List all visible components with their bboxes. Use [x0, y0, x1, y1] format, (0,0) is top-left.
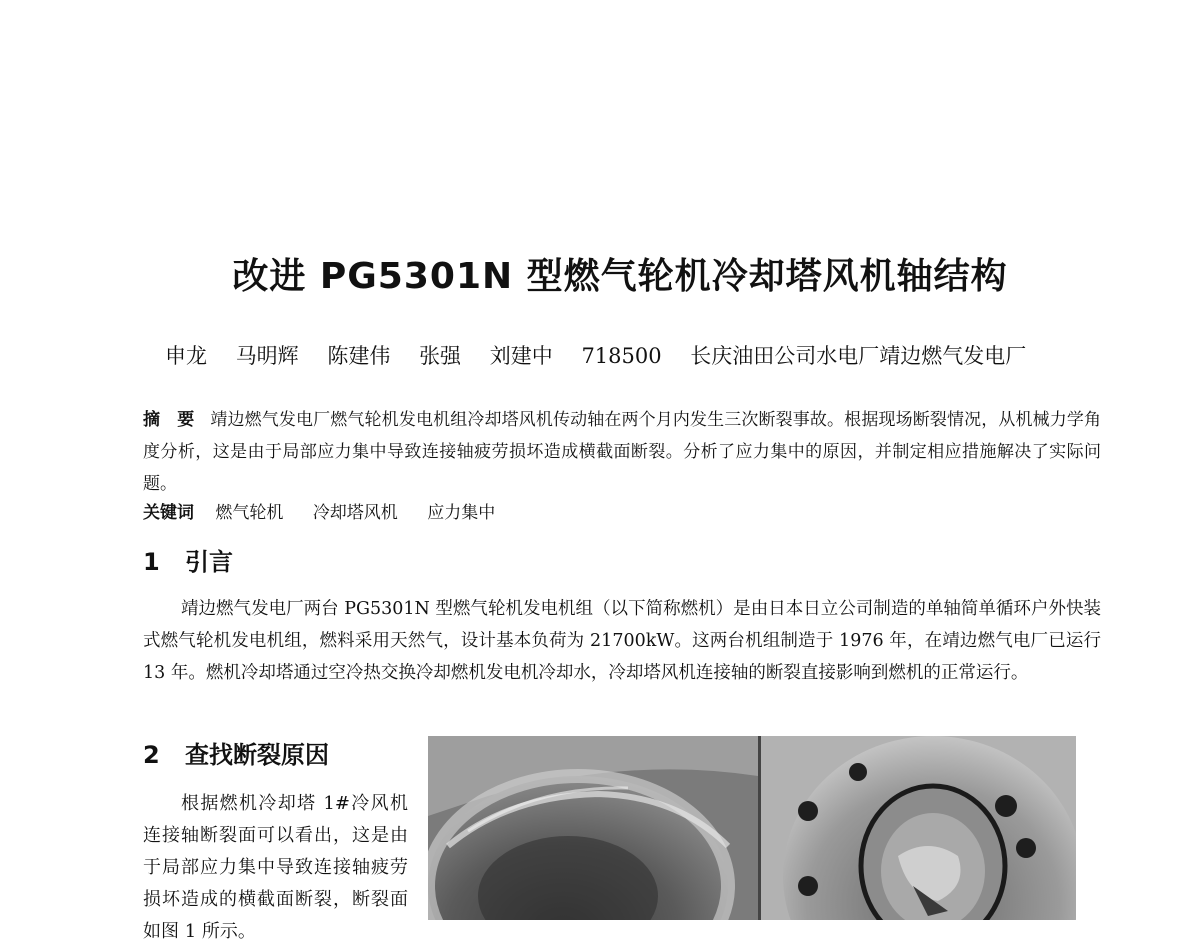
- keywords-label: 关键词: [143, 503, 194, 523]
- author-name: 马明辉: [235, 344, 299, 368]
- section-heading: [143, 735, 329, 770]
- paper-title: 改进 PG5301N 型燃气轮机冷却塔风机轴结构: [232, 256, 1008, 297]
- affiliation: 长庆油田公司水电厂靖边燃气发电厂: [690, 344, 1027, 368]
- author-name: 陈建伟: [327, 344, 391, 368]
- fracture-photo: [428, 736, 1076, 920]
- keyword: 冷却塔风机: [312, 503, 398, 523]
- section-number: 2: [143, 741, 160, 769]
- section-number: 1: [143, 548, 160, 576]
- abstract-label: 摘 要: [143, 410, 195, 430]
- author-line: [165, 340, 1026, 370]
- section-title: 引言: [185, 548, 233, 576]
- postcode: 718500: [581, 344, 662, 368]
- section-paragraph: 根据燃机冷却塔 1#冷风机连接轴断裂面可以看出，这是由于局部应力集中导致连接轴疲劳损坏造成的横截面断裂，断裂面如图 1 所示。: [143, 793, 408, 942]
- keyword: 应力集中: [427, 503, 496, 523]
- author-name: 张强: [419, 344, 462, 368]
- section-title: 查找断裂原因: [185, 741, 329, 769]
- abstract-text: 靖边燃气发电厂燃气轮机发电机组冷却塔风机传动轴在两个月内发生三次断裂事故。根据现场断裂情况，从机械力学角度分析，这是由于局部应力集中导致连接轴疲劳损坏造成横截面断裂。分析了应力集中的原因，并制定相应措施解决了实际问题。: [143, 410, 1101, 494]
- abstract-block: [143, 404, 1101, 500]
- fracture-photo-illustration: [428, 736, 1076, 920]
- keyword: 燃气轮机: [215, 503, 284, 523]
- section-paragraph: 靖边燃气发电厂两台 PG5301N 型燃气轮机发电机组（以下简称燃机）是由日本日立公司制造的单轴简单循环户外快装式燃气轮机发电机组，燃料采用天然气，设计基本负荷为 21700kW。这两台机组制造于 1976 年，在靖边燃气电厂已运行 13 年。燃机冷却塔通过空冷热交换冷却燃机发电机冷却水，冷却塔风机连接轴的断裂直接影响到燃机的正常运行。: [143, 599, 1101, 683]
- section-heading: [143, 542, 233, 577]
- author-name: 申龙: [165, 344, 207, 368]
- keywords-block: [143, 498, 519, 523]
- author-name: 刘建中: [489, 344, 553, 368]
